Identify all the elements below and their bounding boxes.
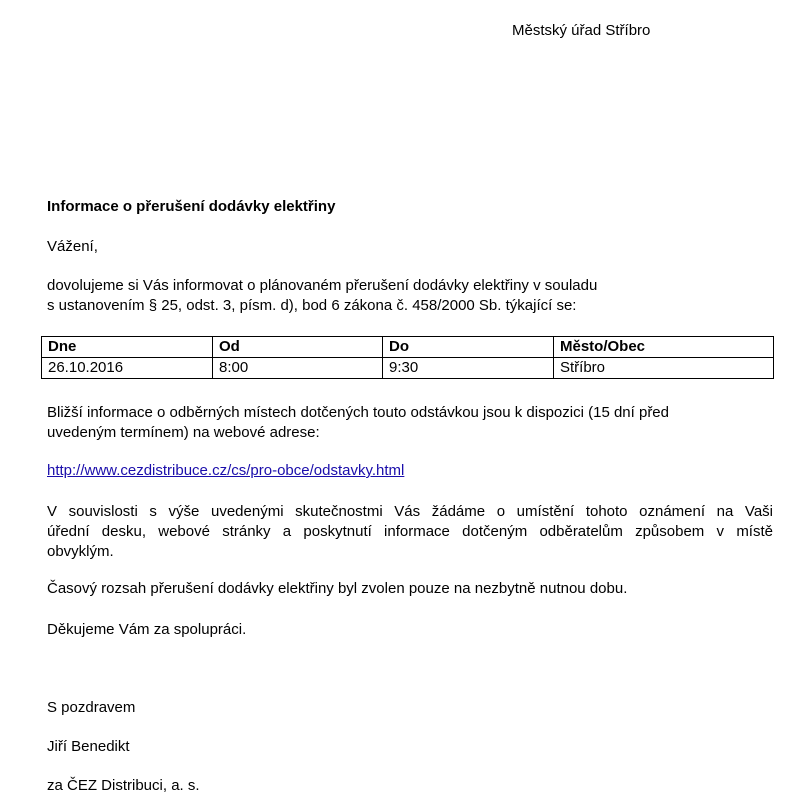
table-row [42, 358, 774, 379]
header-date: Dne [42, 337, 213, 358]
signer-name: Jiří Benedikt [47, 738, 130, 755]
cell-town: Stříbro [554, 358, 774, 379]
request-paragraph [47, 502, 773, 562]
outages-link[interactable]: http://www.cezdistribuce.cz/cs/pro-obce/odstavky.html [47, 462, 405, 479]
info-line: Bližší informace o odběrných místech dotčených touto odstávkou jsou k dispozici (15 dní před [47, 404, 669, 421]
thanks-line: Děkujeme Vám za spolupráci. [47, 621, 247, 638]
salutation: Vážení, [47, 238, 98, 255]
intro-line: dovolujeme si Vás informovat o plánovaném přerušení dodávky elektřiny v souladu [47, 277, 598, 294]
cell-date: 26.10.2016 [42, 358, 213, 379]
scope-paragraph: Časový rozsah přerušení dodávky elektřiny byl zvolen pouze na nezbytně nutnou dobu. [47, 580, 628, 597]
outage-table [41, 336, 774, 379]
header-from: Od [213, 337, 383, 358]
info-paragraph [47, 403, 669, 443]
header-town: Město/Obec [554, 337, 774, 358]
info-line: uvedeným termínem) na webové adrese: [47, 424, 320, 441]
cell-to: 9:30 [383, 358, 554, 379]
signer-company: za ČEZ Distribuci, a. s. [47, 777, 200, 794]
recipient-line: Městský úřad Stříbro [512, 22, 651, 39]
request-line: úřední desku, webové stránky a poskytnutí informace dotčeným odběratelům způsobem v místě [47, 523, 773, 540]
header-to: Do [383, 337, 554, 358]
intro-line: s ustanovením § 25, odst. 3, písm. d), bod 6 zákona č. 458/2000 Sb. týkající se: [47, 297, 577, 314]
closing-regards: S pozdravem [47, 699, 136, 716]
letter-title: Informace o přerušení dodávky elektřiny [47, 198, 336, 215]
table-header-row [42, 337, 774, 358]
intro-paragraph [47, 276, 597, 316]
request-line: V souvislosti s výše uvedenými skutečnostmi Vás žádáme o umístění tohoto oznámení na Vaši [47, 503, 773, 520]
request-line: obvyklým. [47, 543, 114, 560]
cell-from: 8:00 [213, 358, 383, 379]
